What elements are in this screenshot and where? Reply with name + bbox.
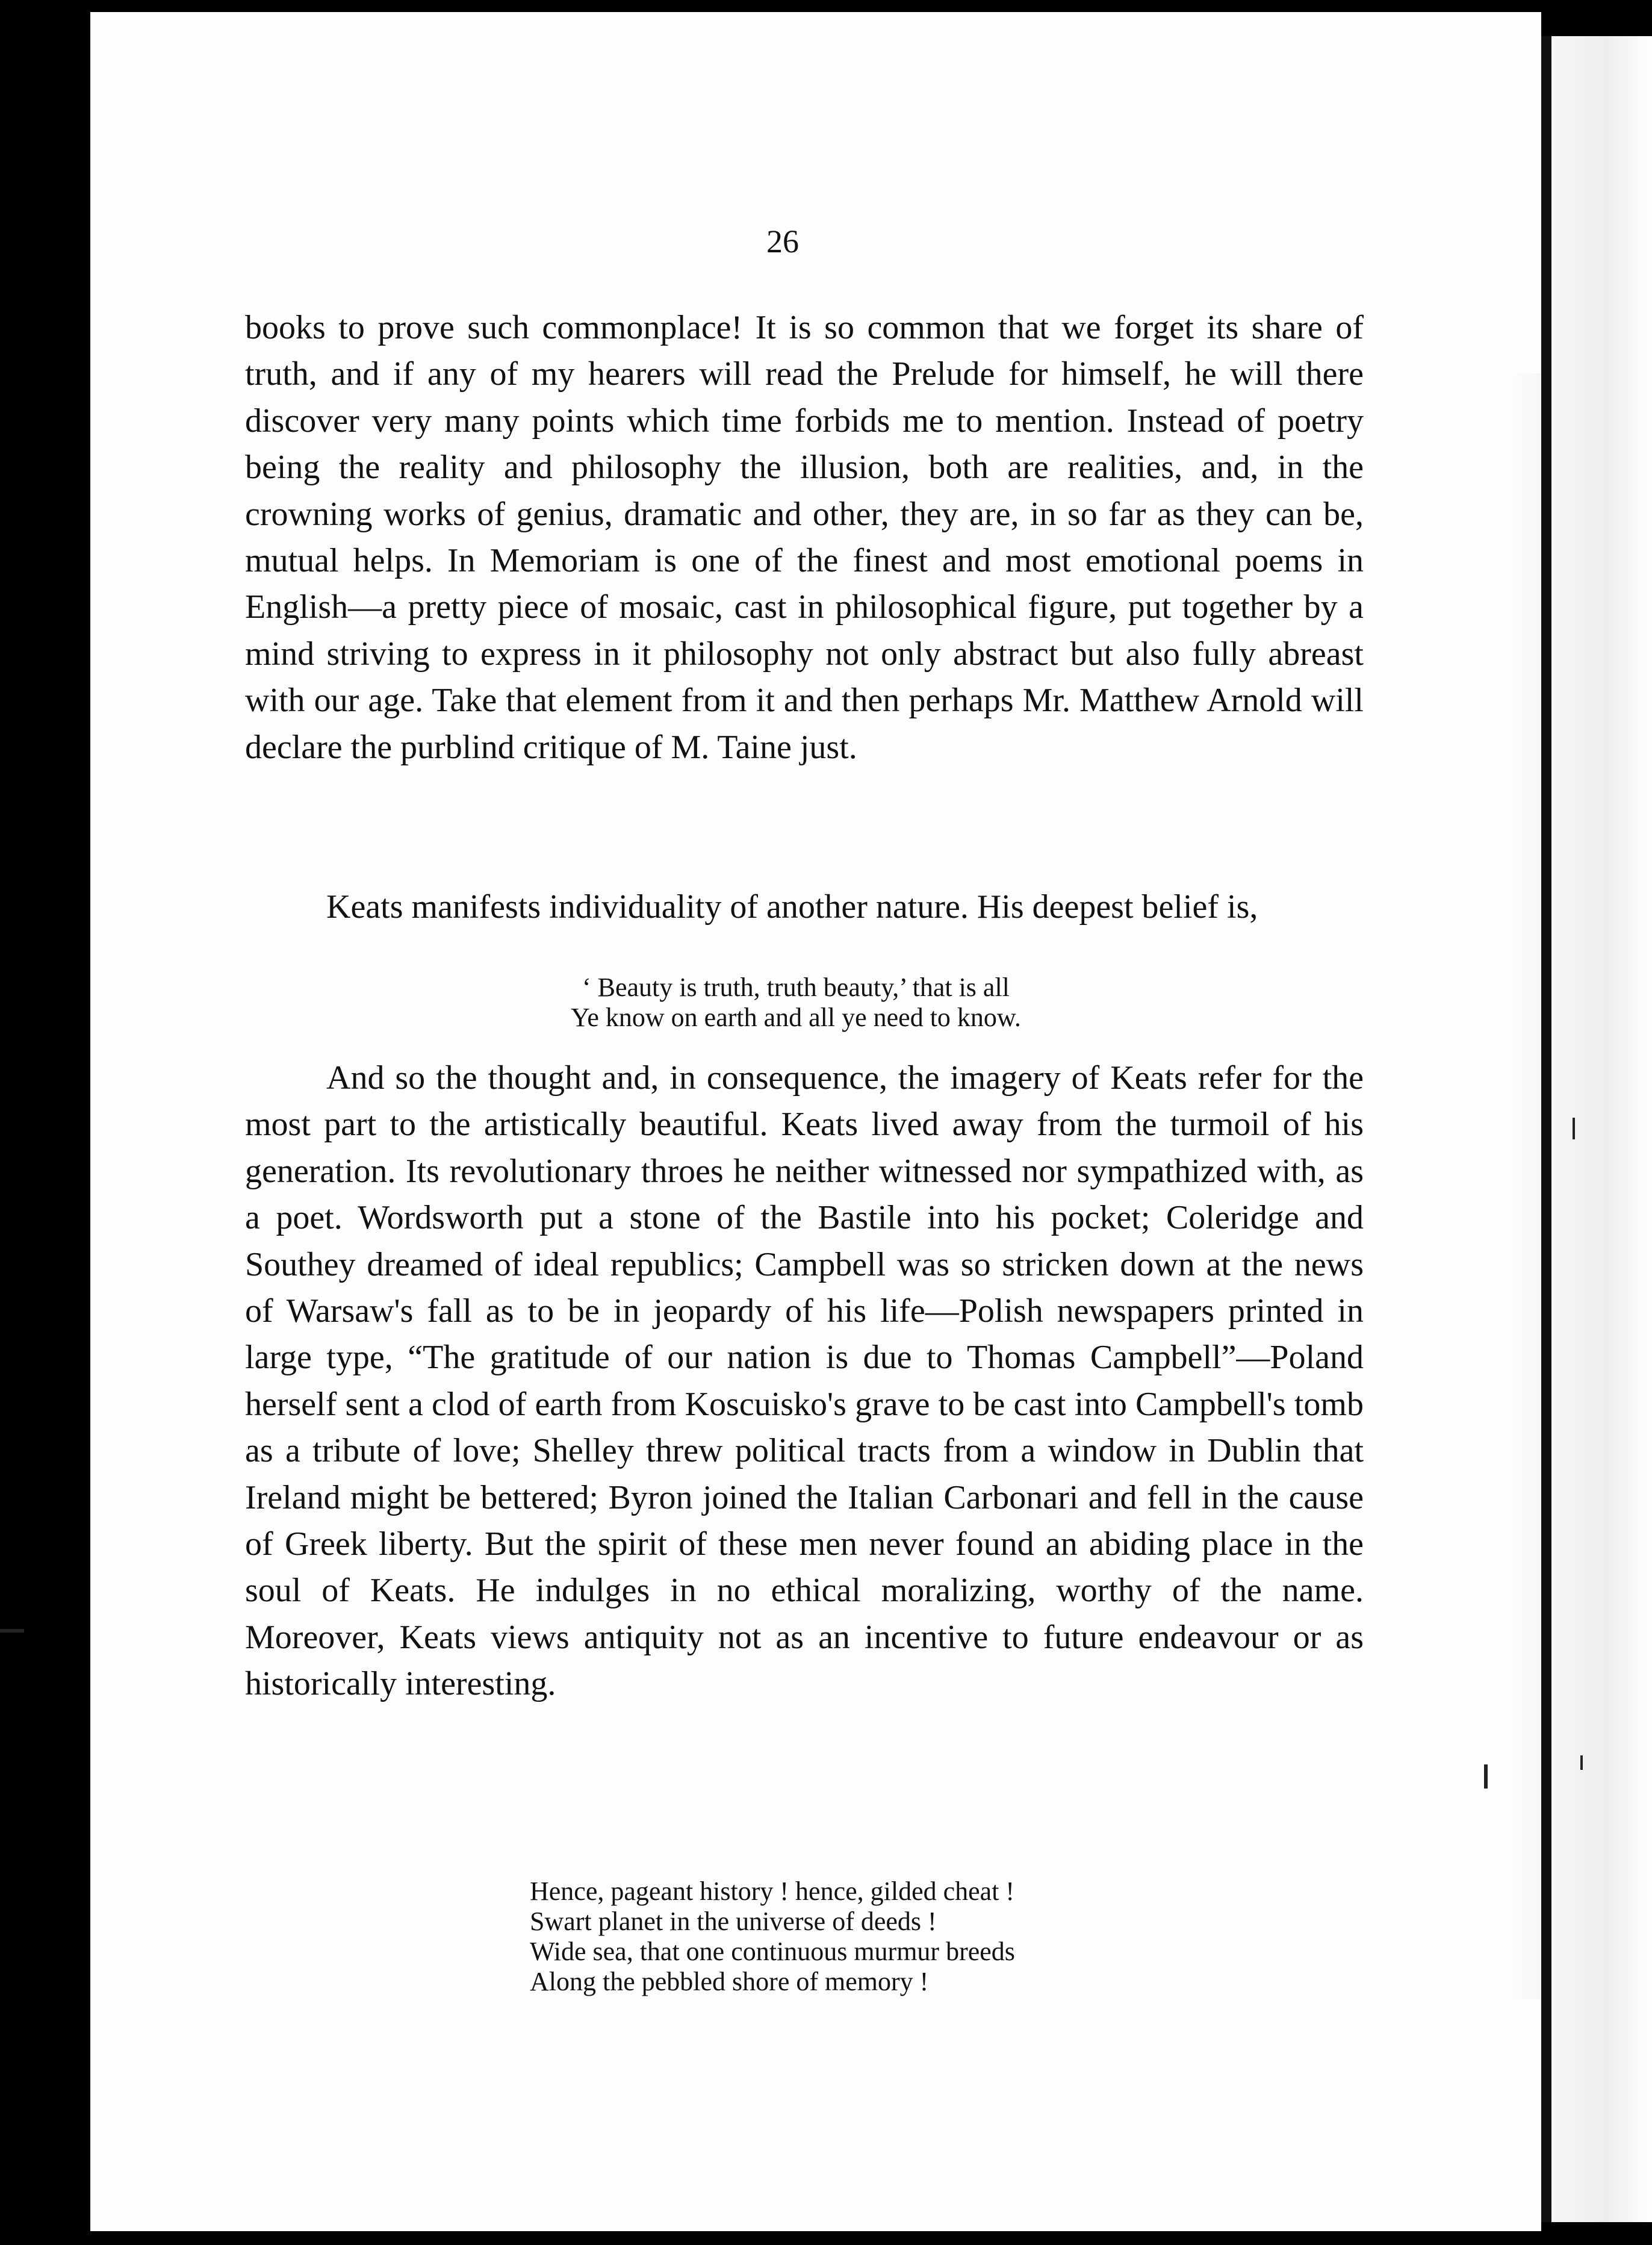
gutter-shadow [1511, 373, 1541, 1999]
quote-line: Swart planet in the universe of deeds ! [530, 1907, 937, 1936]
scan-mark [0, 1629, 24, 1633]
block-quote-keats-urn [571, 973, 1021, 1033]
quote-line: Along the pebbled shore of memory ! [530, 1967, 929, 1996]
paragraph-1: books to prove such commonplace! It is so common that we forget its share of truth, and if any of my hearers will read the Prelude for himself, he will there discover very many points which time forbids me to mention. Instead of poetry being the reality and philosophy the illusion, both are realities, and, in the crowning works of genius, dramatic and other, they are, in so far as they can be, mutual helps. In Memoriam is one of the finest and most emotional poems in English—a pretty piece of mosaic, cast in philosophical figure, put together by a mind striving to express in it philosophy not only abstract but also fully abreast with our age. Take that element from it and then perhaps Mr. Matthew Arnold will declare the purblind critique of M. Taine just. [245, 309, 1364, 766]
quote-line: Ye know on earth and all ye need to know. [571, 1003, 1021, 1032]
scan-mark [1484, 1764, 1488, 1789]
facing-page-edge [1550, 36, 1652, 2222]
block-quote-keats-sonnet [530, 1876, 1015, 1997]
quote-line: Hence, pageant history ! hence, gilded cheat ! [530, 1876, 1015, 1906]
scan-mark [1580, 1755, 1583, 1770]
scan-mark [1573, 1118, 1575, 1139]
paragraph-2: Keats manifests individuality of another nature. His deepest belief is, [326, 888, 1258, 926]
quote-line: Wide sea, that one continuous murmur breeds [530, 1937, 1015, 1966]
paragraph-3: And so the thought and, in consequence, the imagery of Keats refer for the most part to the artistically beautiful. Keats lived away from the turmoil of his generation. Its revolutionary throes he neither witnessed nor sympathized with, as a poet. Wordsworth put a stone of the Bastile into his pocket; Coleridge and Southey dreamed of ideal republics; Campbell was so stricken down at the news of Warsaw's fall as to be in jeopardy of his life—Polish newspapers printed in large type, “The gratitude of our nation is due to Thomas Campbell”—Poland herself sent a clod of earth from Koscuisko's grave to be cast into Campbell's tomb as a tribute of love; Shelley threw political tracts from a window in Dublin that Ireland might be bettered; Byron joined the Italian Carbonari and fell in the cause of Greek liberty. But the spirit of these men never found an abiding place in the soul of Keats. He indulges in no ethical moralizing, worthy of the name. Moreover, Keats views antiquity not as an incentive to future endeavour or as historically interesting. [245, 1059, 1364, 1703]
page-number: 26 [766, 223, 799, 260]
quote-line: ‘ Beauty is truth, truth beauty,’ that is all [582, 973, 1010, 1002]
